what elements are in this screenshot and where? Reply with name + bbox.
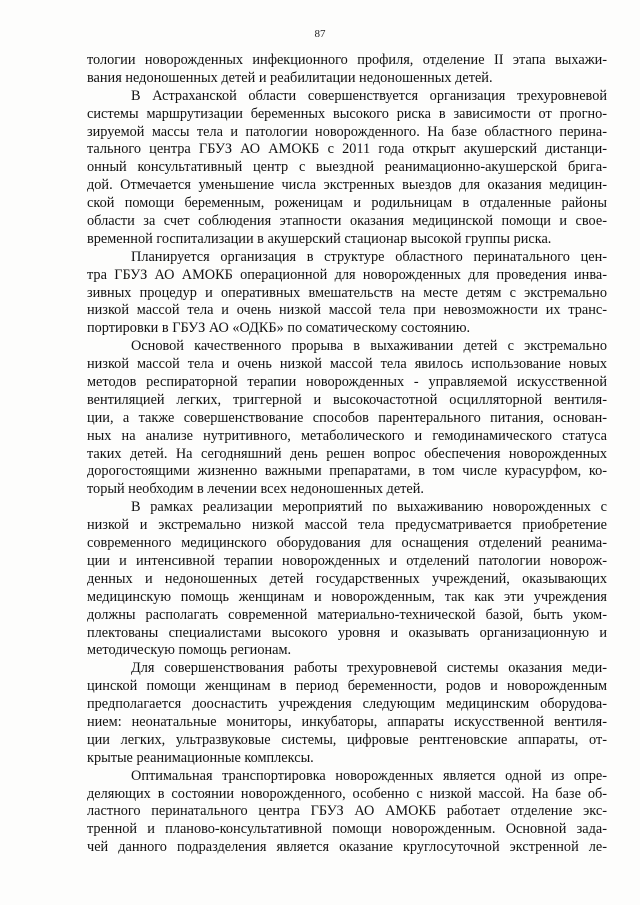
text-line: предполагается дооснастить учреждения следующим медицинским оборудова- [87, 696, 607, 713]
text-line: тра ГБУЗ АО АМОКБ операционной для новорожденных для проведения инва- [87, 266, 607, 283]
text-line: тального центра ГБУЗ АО АМОКБ с 2011 года открыт акушерский дистанци- [87, 141, 607, 158]
text-line: зивных процедур и оперативных вмешательств на месте детям с экстремально [87, 284, 607, 301]
text-line: тренной и планово-консультативной помощи новорожденным. Основной зада- [87, 821, 607, 838]
text-line: ции, а также совершенствование способов парентерального питания, основан- [87, 409, 607, 426]
text-line: зируемой массы тела и патологии новорожденного. На базе областного перина- [87, 123, 607, 140]
text-line: современного медицинского оборудования для оснащения отделений реанима- [87, 535, 607, 552]
paragraph [87, 52, 607, 88]
text-line: тологии новорожденных инфекционного профиля, отделение II этапа выхажи- [87, 52, 607, 68]
text-line: ластного перинатального центра ГБУЗ АО АМОКБ работает отделение экс- [87, 803, 607, 820]
text-line: низкой массой тела и очень низкой массой тела явилось использование новых [87, 356, 607, 373]
text-line: должны располагать современной материально-технической базой, быть уком- [87, 606, 607, 623]
paragraph [87, 249, 607, 338]
text-line: чей данного подразделения является оказание круглосуточной экстренной ле- [87, 839, 607, 856]
text-line: онный консультативный центр с выездной реанимационно-акушерской брига- [87, 159, 607, 176]
text-line: Основой качественного прорыва в выхаживании детей с экстремально [131, 338, 607, 355]
text-line: Для совершенствования работы трехуровневой системы оказания меди- [131, 660, 607, 677]
text-line: ции и интенсивной терапии новорожденных и отделений патологии новорож- [87, 552, 607, 569]
text-line: ской помощи беременным, роженицам и родильницам в отдаленные районы [87, 195, 607, 212]
text-line: медицинскую помощь женщинам и новорожденным, так как эти учреждения [87, 588, 607, 605]
text-line: низкой массой тела и очень низкой массой тела при невозможности их транс- [87, 302, 607, 319]
text-line: В рамках реализации мероприятий по выхаживанию новорожденных с [131, 499, 607, 516]
page-number: 87 [314, 28, 326, 40]
paragraph [87, 88, 607, 249]
text-line: методическую помощь регионам. [87, 642, 292, 659]
text-line: Оптимальная транспортировка новорожденных является одной из опре- [131, 767, 607, 784]
paragraph [87, 499, 607, 660]
text-line: дорогостоящими жизненно важными препаратами, в том числе курасурфом, ко- [87, 463, 607, 480]
text-line: плектованы специалистами высокого уровня и оказывать организационную и [87, 624, 607, 641]
paragraph [87, 338, 607, 499]
paragraph [87, 660, 607, 767]
text-line: временной госпитализации в акушерский стационар высокой группы риска. [87, 230, 552, 247]
text-line: таких детей. На сегодняшний день решен вопрос обеспечения новорожденных [87, 445, 607, 462]
text-line: ции легких, ультразвуковые системы, цифровые рентгеновские аппараты, от- [87, 731, 607, 748]
text-line: дой. Отмечается уменьшение числа экстренных выездов для оказания медицин- [87, 177, 607, 194]
text-line: системы маршрутизации беременных высокого риска в зависимости от прогно- [87, 105, 607, 122]
text-line: деляющих в состоянии новорожденного, особенно с низкой массой. На базе об- [87, 785, 607, 802]
text-line: Планируется организация в структуре областного перинатального цен- [131, 248, 607, 265]
text-line: денных и недоношенных детей государственных учреждений, оказывающих [87, 570, 607, 587]
text-line: методов респираторной терапии новорожденных - управляемой искусственной [87, 374, 607, 391]
text-line: торый необходим в лечении всех недоношенных детей. [87, 481, 424, 498]
text-line: крытые реанимационные комплексы. [87, 749, 314, 766]
text-line: вентиляцией легких, триггерной и высокочастотной осцилляторной вентиля- [87, 391, 607, 408]
text-line: нием: неонатальные мониторы, инкубаторы, аппараты искусственной вентиля- [87, 713, 607, 730]
text-line: В Астраханской области совершенствуется организация трехуровневой [131, 87, 607, 104]
text-line: ных на анализе нутритивного, метаболического и гемодинамического статуса [87, 427, 607, 444]
text-line: низкой и экстремально низкой массой тела предусматривается приобретение [87, 517, 607, 534]
text-line: портировки в ГБУЗ АО «ОДКБ» по соматическому состоянию. [87, 320, 471, 337]
paragraph [87, 768, 607, 857]
text-line: вания недоношенных детей и реабилитации недоношенных детей. [87, 69, 493, 86]
body-text [87, 52, 607, 857]
text-line: цинской помощи женщинам в период беременности, родов и новорожденным [87, 678, 607, 695]
text-line: области за счет соблюдения этапности оказания медицинской помощи и свое- [87, 213, 607, 230]
